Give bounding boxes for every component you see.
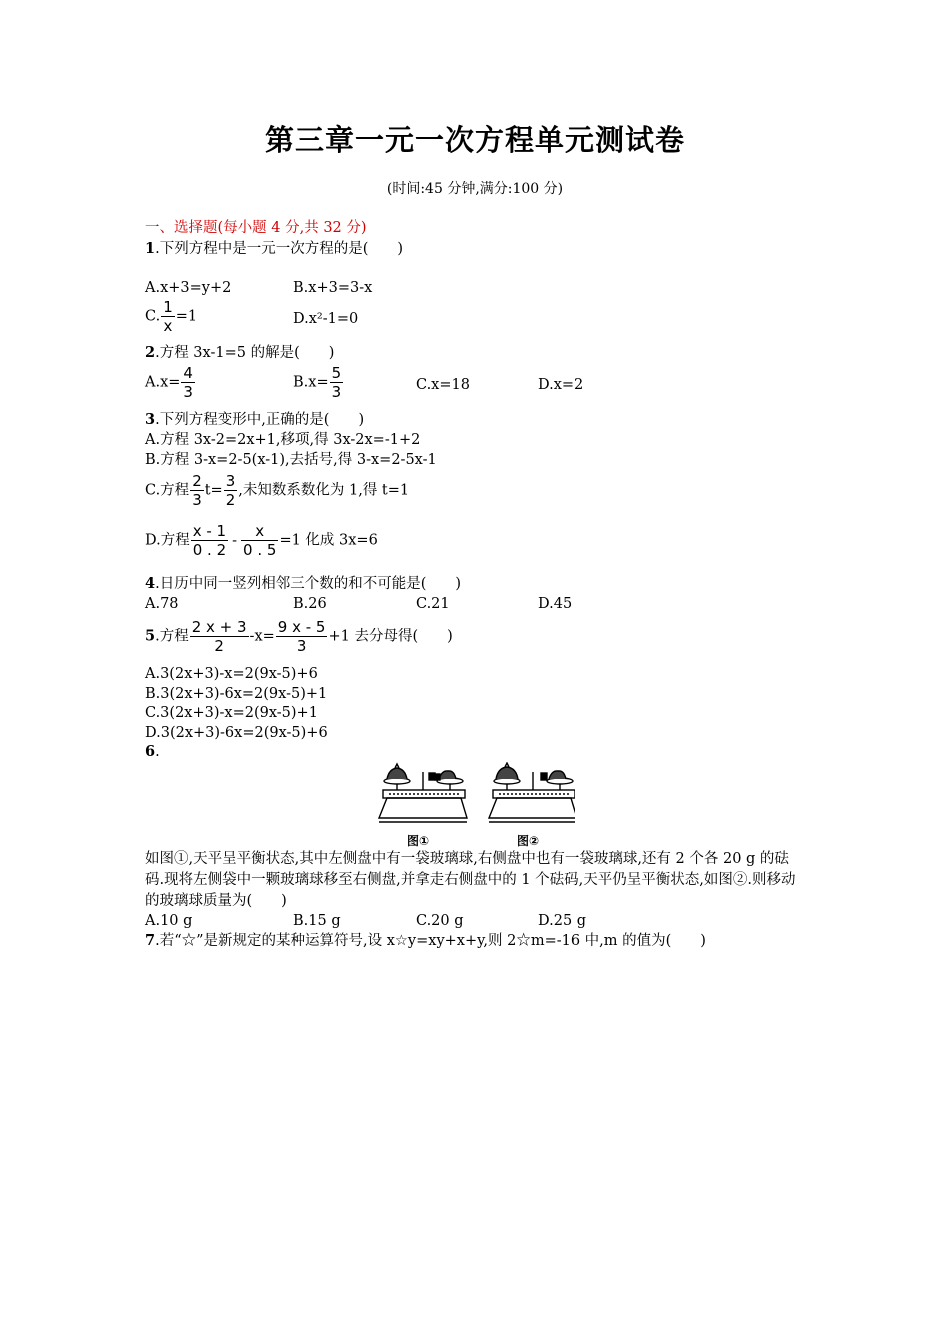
q1-option-a: A.x+3=y+2 — [145, 280, 232, 296]
q2-option-a: A.x= $\frac{4}{3}$ — [145, 364, 193, 401]
q5-option-b: B.3(2x+3)-6x=2(9x-5)+1 — [145, 686, 328, 702]
balance-scale-2 — [489, 763, 575, 822]
q4-option-a: A.78 — [145, 596, 179, 612]
q6-option-d: D.25 g — [538, 913, 587, 929]
section-heading: 一、选择题(每小题 4 分,共 32 分) — [145, 220, 367, 236]
question-3: 3.下列方程变形中,正确的是( ) — [145, 411, 365, 428]
balance-scale-figure — [375, 762, 575, 850]
question-7: 7.若“☆”是新规定的某种运算符号,设 x☆y=xy+x+y,则 2☆m=-16 中,m 的值为( ) — [145, 932, 706, 949]
q2-option-c: C.x=18 — [416, 377, 470, 393]
figure-1-caption: 图① — [407, 834, 430, 848]
q1-option-b: B.x+3=3-x — [293, 280, 373, 296]
question-2: 2.方程 3x-1=5 的解是( ) — [145, 344, 335, 361]
page-title: 第三章一元一次方程单元测试卷 — [264, 123, 685, 157]
q4-option-d: D.45 — [538, 596, 573, 612]
q5-option-d: D.3(2x+3)-6x=2(9x-5)+6 — [145, 725, 328, 741]
q2-option-b: B.x= $\frac{5}{3}$ — [293, 364, 342, 401]
q4-option-b: B.26 — [293, 596, 327, 612]
q1-option-c: C. $\frac{1}{x}$ =1 — [145, 298, 198, 335]
q4-option-c: C.21 — [416, 596, 450, 612]
figure-2-caption: 图② — [517, 834, 540, 848]
exam-info: (时间:45 分钟,满分:100 分) — [386, 181, 564, 197]
question-5: 5.方程 $\frac{2 x + 3}{2}$ -x= $\frac{9 x - 5}{3}$ +1 去分母得( ) — [145, 618, 453, 655]
question-1: 1.下列方程中是一元一次方程的是( ) — [145, 240, 404, 257]
q3-option-c: C.方程 $\frac{2}{3}$ t= $\frac{3}{2}$ ,未知数系数化为 1,得 t=1 — [145, 472, 410, 509]
q2-option-d: D.x=2 — [538, 377, 584, 393]
q6-text: 如图①,天平呈平衡状态,其中左侧盘中有一袋玻璃球,右侧盘中也有一袋玻璃球,还有 2 个各 20 g 的砝码.现将左侧袋中一颗玻璃球移至右侧盘,并拿走右侧盘中的 1 个砝码,天平仍呈平衡状态,如图②.则移动的玻璃球质量为( ) — [145, 851, 796, 909]
question-4: 4.日历中同一竖列相邻三个数的和不可能是( ) — [145, 575, 462, 592]
q3-option-b: B.方程 3-x=2-5(x-1),去括号,得 3-x=2-5x-1 — [145, 452, 437, 468]
question-6: 6. — [145, 743, 160, 760]
balance-scale-1 — [379, 764, 467, 822]
q6-option-b: B.15 g — [293, 913, 341, 929]
q5-option-c: C.3(2x+3)-x=2(9x-5)+1 — [145, 705, 318, 721]
q3-option-a: A.方程 3x-2=2x+1,移项,得 3x-2x=-1+2 — [145, 432, 421, 448]
q5-option-a: A.3(2x+3)-x=2(9x-5)+6 — [145, 666, 318, 682]
q3-option-d: D.方程 $\frac{x - 1}{0 . 2}$ - $\frac{x}{0 . 5}$ =1 化成 3x=6 — [145, 522, 378, 559]
q6-option-a: A.10 g — [145, 913, 193, 929]
q1-option-d: D.x²-1=0 — [293, 311, 359, 327]
q6-option-c: C.20 g — [416, 913, 464, 929]
